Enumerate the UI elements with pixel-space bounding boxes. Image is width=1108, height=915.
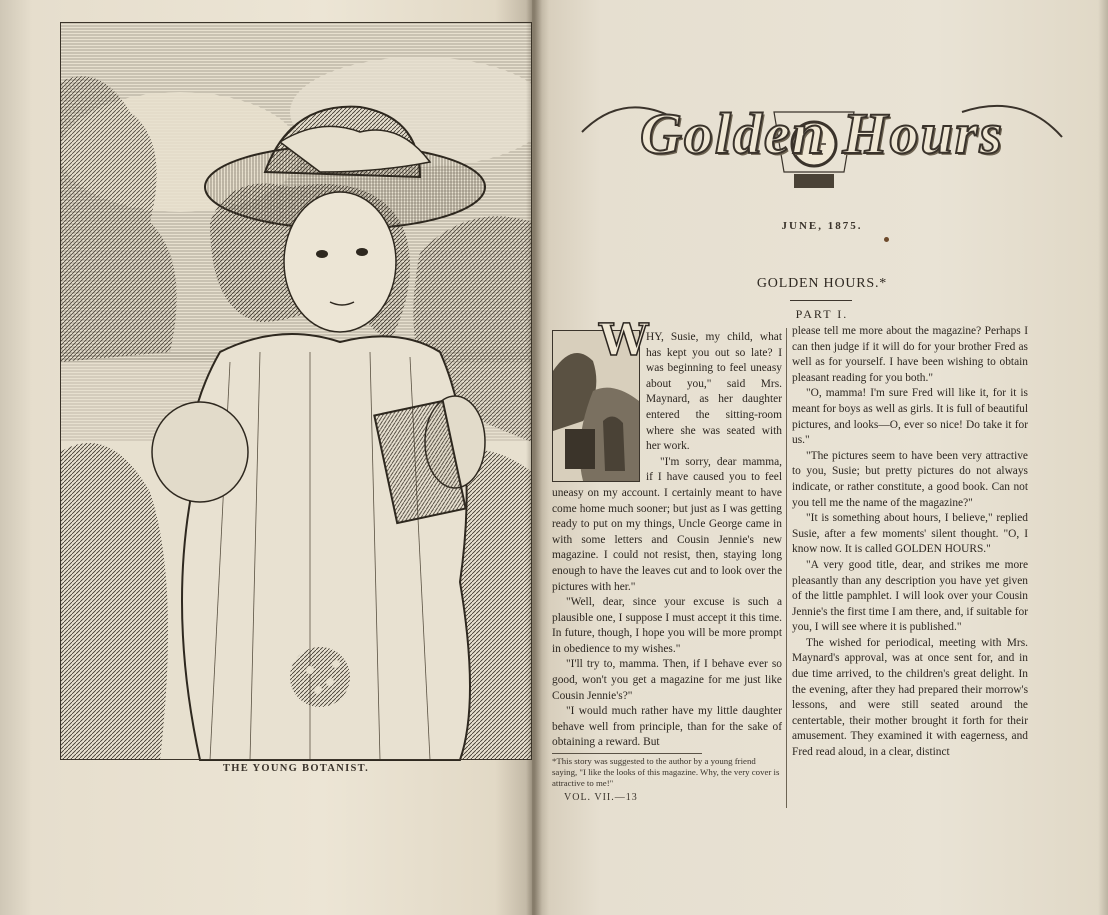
paragraph: "I'm sorry, dear mamma, if I have caused you to feel uneasy on my account. I certainly meant to have come home much sooner; but just as I was getting ready to put on my things, Uncle George came in with some letters and Cousin Jennie's new magazine. I could not resist, then, staying long enough to have the leaves cut and to look over the pictures with her." xyxy=(552,455,782,593)
paragraph: "The pictures seem to have been very attractive to you, Susie; but pretty pictures do not always indicate, or rather constitute, a good book. Can not you tell me the name of the magazine?" xyxy=(792,449,1028,509)
foxing-spot xyxy=(884,237,889,242)
paragraph: "It is something about hours, I believe," replied Susie, after a few moments' silent thought. "O, I know now. It is called GOLDEN HOURS." xyxy=(792,512,1028,556)
right-page xyxy=(532,0,1108,915)
paragraph: please tell me more about the magazine? Perhaps I can then judge if it will do for your brother Fred as well as for yourself. I have been wishing to obtain pleasant reading for you both." xyxy=(792,325,1028,384)
column-divider xyxy=(786,328,787,808)
paragraph: "Well, dear, since your excuse is such a plausible one, I suppose I must accept it this time. In future, though, I hope you will be more prompt in obedience to my wishes." xyxy=(552,596,782,655)
paragraph: "I'll try to, mamma. Then, if I behave ever so good, won't you get a magazine for me just like Cousin Jennie's?" xyxy=(552,658,782,702)
footnote-rule xyxy=(552,753,702,754)
part-label: PART I. xyxy=(795,307,849,321)
issue-date: JUNE, 1875. xyxy=(781,220,863,232)
engraving-caption: THE YOUNG BOTANIST. xyxy=(222,763,370,774)
text-column-right xyxy=(792,324,1028,761)
footnote: *This story was suggested to the author by a young friend saying, "I like the looks of this magazine. Why, the very cover is attractive to me!" xyxy=(552,756,780,788)
paragraph: HY, Susie, my child, what has kept you out so late? I was beginning to feel uneasy about you," said Mrs. Maynard, as her daughter entered the sitting-room where she was seated with her work. xyxy=(646,331,782,453)
paragraph: "O, mamma! I'm sure Fred will like it, for it is meant for boys as well as girls. It is full of beautiful pictures, and looks—O, ever so nice! Do take it for us." xyxy=(792,387,1028,447)
article-title: GOLDEN HOURS.* xyxy=(756,276,888,291)
text-column-left xyxy=(552,315,782,751)
book-gutter xyxy=(526,0,542,915)
drop-cap-letter: W xyxy=(599,315,649,366)
volume-signature: VOL. VII.—13 xyxy=(564,792,638,803)
page-edge-shadow xyxy=(1098,0,1108,915)
young-botanist-engraving xyxy=(60,22,532,760)
paragraph: "A very good title, dear, and strikes me more pleasantly than any description you have yet given of the little pamphlet. I will look over your Cousin Jennie's the first time I am there, and, if suitable for you, I will see where it is published." xyxy=(792,558,1028,634)
illustrated-initial xyxy=(552,315,649,482)
left-page xyxy=(0,0,538,915)
masthead-title: Golden Hours xyxy=(639,101,1004,166)
title-rule xyxy=(790,300,852,301)
paragraph: "I would much rather have my little daughter behave well from principle, than for the sake of obtaining a reward. But xyxy=(552,705,782,749)
paragraph: The wished for periodical, meeting with Mrs. Maynard's approval, was at once sent for, and in due time arrived, to the children's great delight. In the evening, after they had prepared their morrow's lessons, and were still seated around the centertable, their mother brought it forth for their amusement. They examined it with eagerness, and Fred read aloud, in a clear, distinct xyxy=(792,636,1028,759)
masthead xyxy=(562,82,1082,194)
